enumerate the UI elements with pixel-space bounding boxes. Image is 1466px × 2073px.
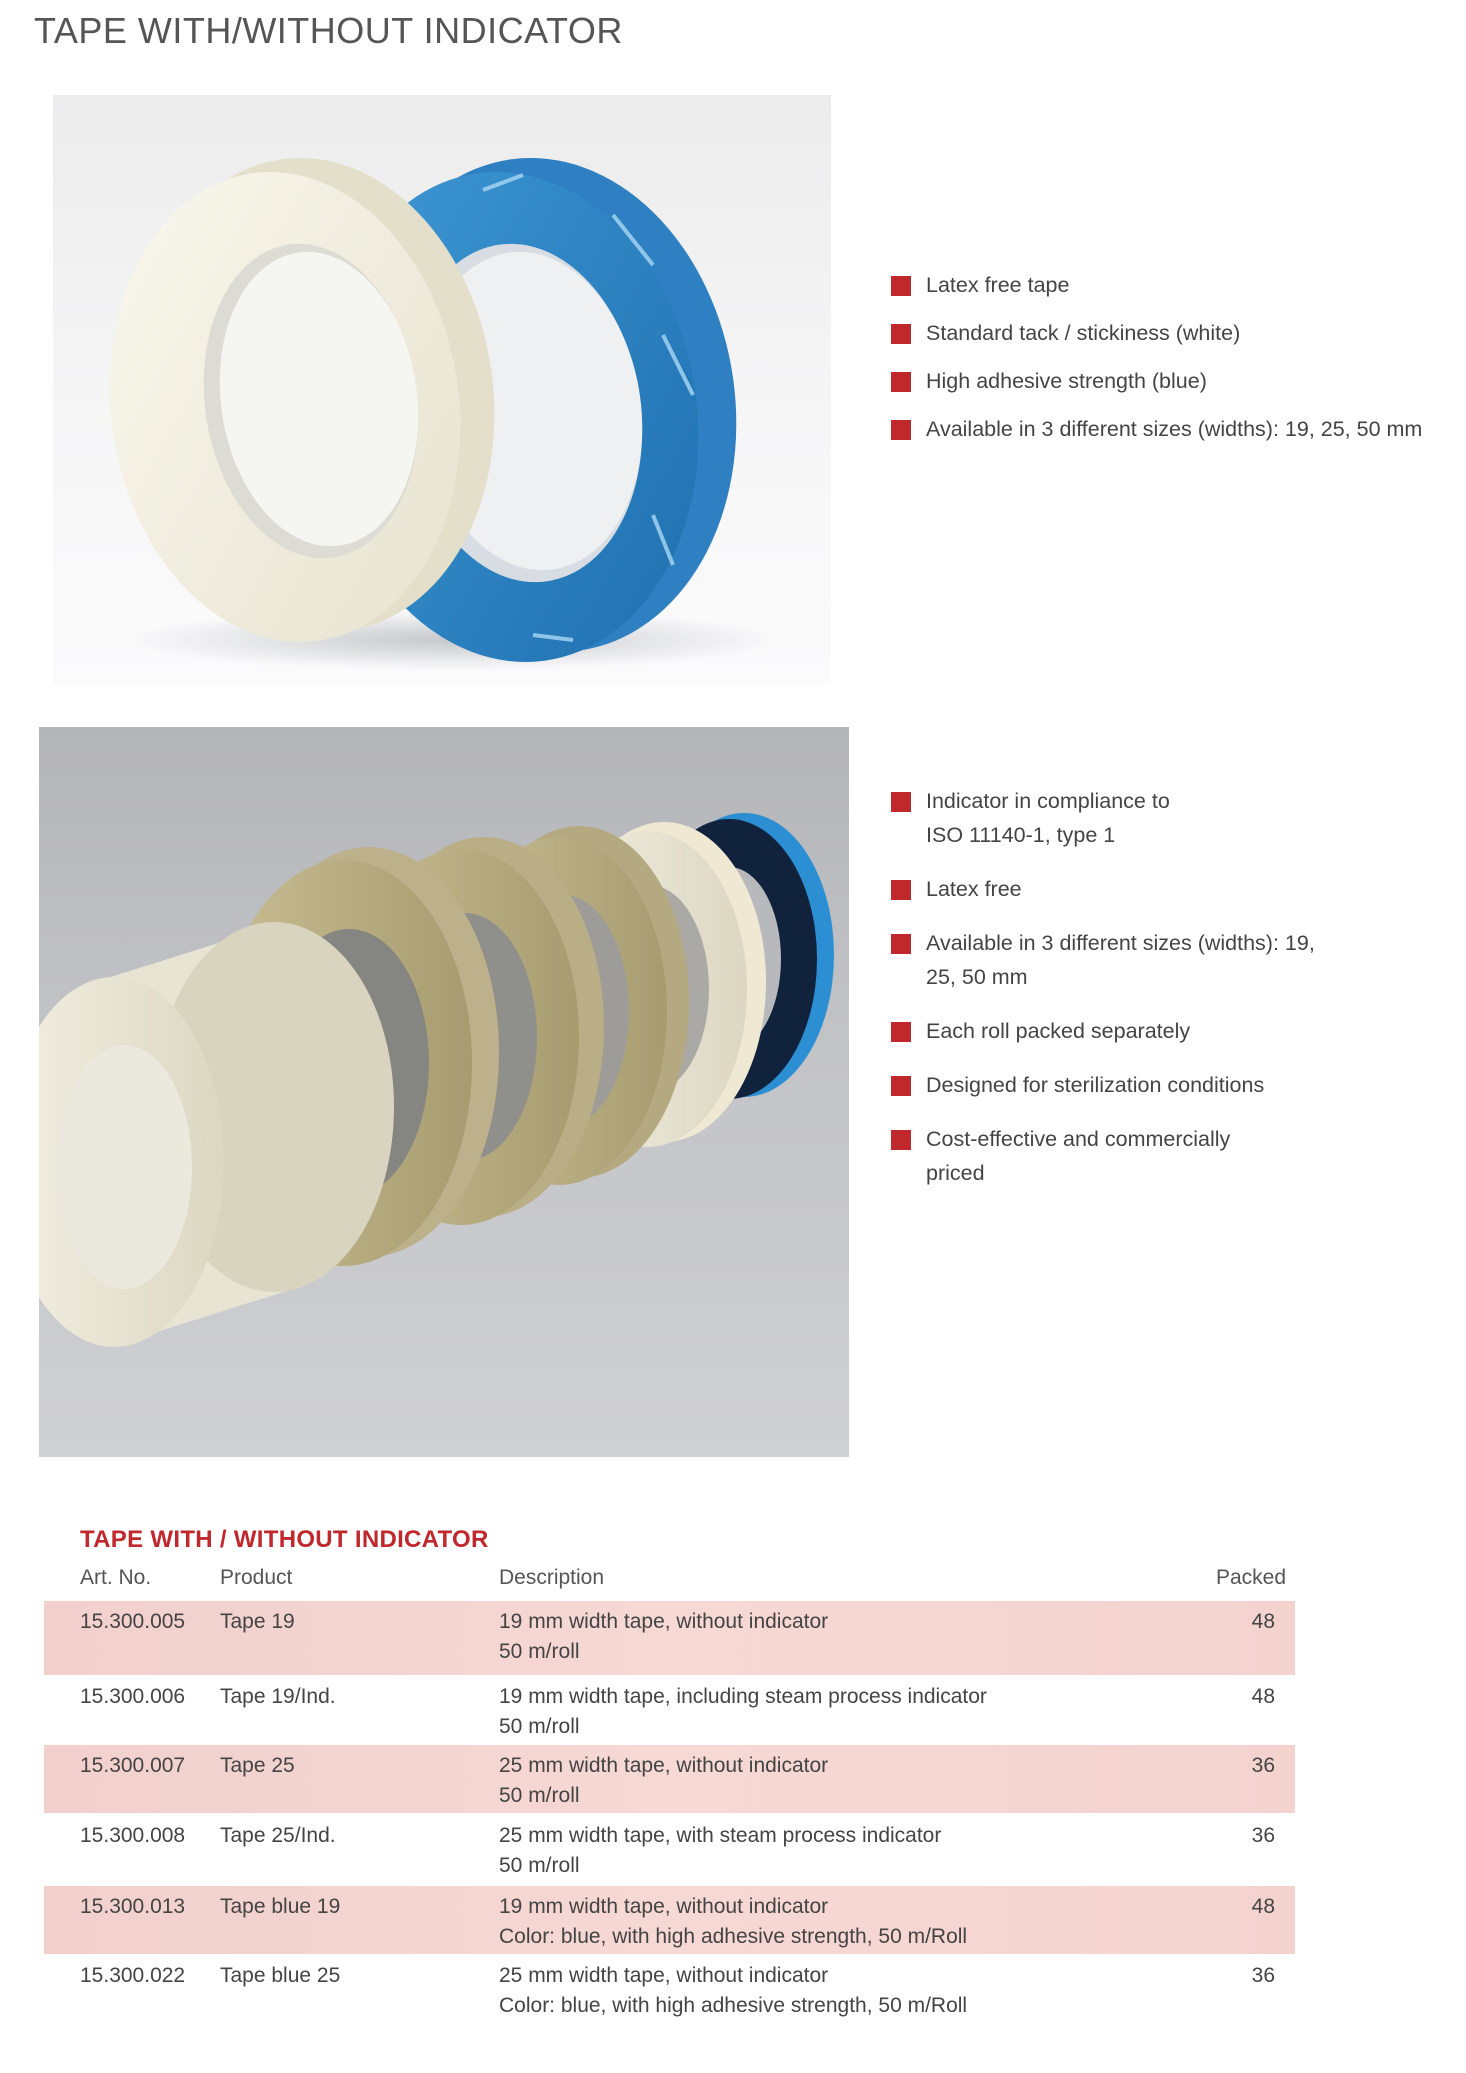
tape-rolls-photo <box>53 95 831 685</box>
art-no-cell: 15.300.008 <box>80 1824 186 1847</box>
art-no-cell: 15.300.006 <box>80 1685 186 1708</box>
table-row <box>44 1745 1295 1813</box>
product-cell: Tape 19 <box>220 1610 295 1633</box>
feature-item: High adhesive strength (blue) <box>891 364 1466 398</box>
white-blue-tape-illustration <box>53 95 831 685</box>
packed-cell: 48 <box>1251 1895 1275 1918</box>
art-no-cell: 15.300.022 <box>80 1964 186 1987</box>
packed-cell: 48 <box>1251 1685 1275 1708</box>
packed-cell: 36 <box>1251 1824 1275 1847</box>
feature-item: Cost-effective and commercially priced <box>891 1122 1286 1190</box>
packed-cell: 48 <box>1251 1610 1275 1633</box>
table-header-row <box>44 1566 1295 1600</box>
table-row <box>44 1886 1295 1954</box>
description-cell: 25 mm width tape, without indicator 50 m/roll <box>499 1754 829 1807</box>
product-cell: Tape 25/Ind. <box>220 1824 336 1847</box>
description-cell: 25 mm width tape, with steam process indicator 50 m/roll <box>499 1824 942 1877</box>
description-cell: 19 mm width tape, including steam process indicator 50 m/roll <box>499 1685 987 1738</box>
art-no-cell: 15.300.013 <box>80 1895 186 1918</box>
feature-item: Each roll packed separately <box>891 1014 1431 1048</box>
indicator-tape-rolls-photo <box>39 727 849 1457</box>
feature-item: Latex free tape <box>891 268 1466 302</box>
description-cell: 25 mm width tape, without indicator Color: blue, with high adhesive strength, 50 m/Roll <box>499 1964 968 2017</box>
table-row <box>44 1601 1295 1675</box>
column-header-packed: Packed <box>1215 1566 1286 1589</box>
page-title: TAPE WITH/WITHOUT INDICATOR <box>34 10 623 51</box>
description-cell: 19 mm width tape, without indicator 50 m/roll <box>499 1610 829 1663</box>
description-cell: 19 mm width tape, without indicator Color: blue, with high adhesive strength, 50 m/Roll <box>499 1895 968 1948</box>
column-header-description: Description <box>499 1566 605 1589</box>
product-cell: Tape 19/Ind. <box>220 1685 336 1708</box>
feature-item: Available in 3 different sizes (widths): 19, 25, 50 mm <box>891 412 1466 446</box>
art-no-cell: 15.300.005 <box>80 1610 186 1633</box>
art-no-cell: 15.300.007 <box>80 1754 186 1777</box>
product-cell: Tape blue 25 <box>220 1964 341 1987</box>
table-row <box>44 1815 1295 1883</box>
table-row <box>44 1676 1295 1744</box>
packed-cell: 36 <box>1251 1754 1275 1777</box>
column-header-art-no: Art. No. <box>80 1566 152 1589</box>
feature-item: Designed for sterilization conditions <box>891 1068 1431 1102</box>
packed-cell: 36 <box>1251 1964 1275 1987</box>
feature-list-indicator-tape <box>891 784 1431 1210</box>
feature-item: Standard tack / stickiness (white) <box>891 316 1466 350</box>
feature-item: Available in 3 different sizes (widths): 19, 25, 50 mm <box>891 926 1326 994</box>
feature-list-plain-tape <box>891 268 1466 460</box>
table-heading: TAPE WITH / WITHOUT INDICATOR <box>80 1526 489 1553</box>
feature-item: Latex free <box>891 872 1431 906</box>
table-row <box>44 1955 1295 2025</box>
product-cell: Tape blue 19 <box>220 1895 341 1918</box>
feature-item: Indicator in compliance to ISO 11140-1, type 1 <box>891 784 1186 852</box>
product-cell: Tape 25 <box>220 1754 295 1777</box>
column-header-product: Product <box>220 1566 293 1589</box>
indicator-tape-illustration <box>39 727 849 1457</box>
